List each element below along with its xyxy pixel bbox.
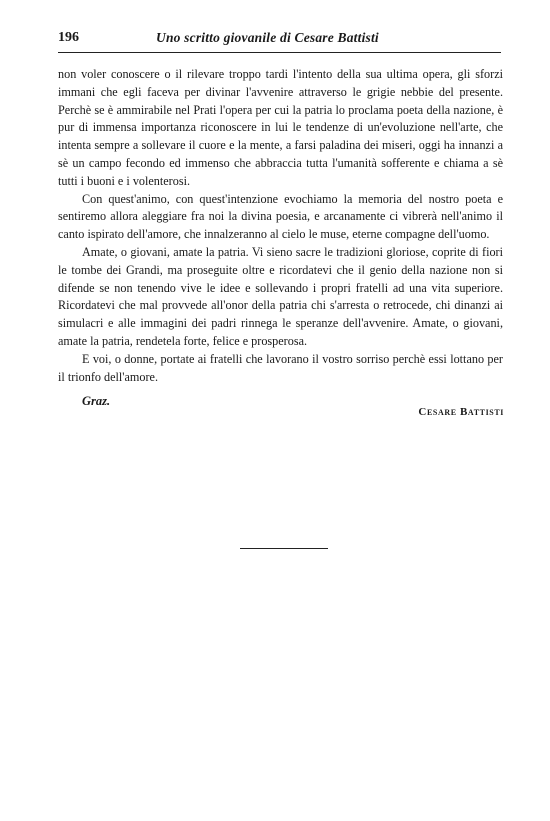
page-number: 196 bbox=[58, 30, 79, 45]
paragraph-2: Con quest'animo, con quest'intenzione evochiamo la memoria del nostro poeta e sentiremo allora aleggiare fra noi la divina poesia, e arcanamente ci vibrerà nell'animo il canto ispirato dell'amore, che innalzeranno al cielo le muse, eterne compagne dell'uomo. bbox=[58, 191, 503, 242]
header-rule bbox=[58, 52, 501, 53]
body-text bbox=[58, 66, 503, 386]
paragraph-3: Amate, o giovani, amate la patria. Vi sieno sacre le tradizioni gloriose, coprite di fiori le tombe dei Grandi, ma proseguite oltre e ricordatevi che il genio della nazione non si difende se non tenendo vive le idee e sollevando i propri fratelli ad una vita superiore. Ricordatevi che mal provvede all'onor della patria chi s'arresta o retrocede, chi dinanzi ai simulacri e alle immagini dei padri rinnega le speranze dell'avvenire. Amate, o giovani, amate la patria, rendetela forte, felice e prosperosa. bbox=[58, 244, 503, 348]
running-title: Uno scritto giovanile di Cesare Battisti bbox=[156, 30, 379, 45]
paragraph-1: non voler conoscere o il rilevare troppo tardi l'intento della sua ultima opera, gli sforzi immani che egli faceva per divinar l'avvenire attraverso le grigie nebbie del presente. Perchè se è ammirabile nel Prati l'opera per cui la patria lo proclama poeta della nazione, è pur di immensa importanza riconoscere in lui le tendenze di un'evoluzione nell'arte, che intenta sempre a sollevare il cuore e la mente, a farsi paladina dei miseri, oggi ha innanzi a sè un campo fecondo ed immenso che abbraccia tutta l'umanità sofferente e chiama a sè tutti i buoni e i volenterosi. bbox=[58, 67, 503, 188]
place-signoff: Graz. bbox=[82, 394, 111, 408]
end-rule bbox=[240, 548, 328, 549]
paragraph-4: E voi, o donne, portate ai fratelli che lavorano il vostro sorriso perchè essi lottano per il trionfo dell'amore. bbox=[58, 351, 503, 384]
author-signature: Cesare Battisti bbox=[418, 406, 504, 418]
page-header bbox=[58, 30, 501, 50]
